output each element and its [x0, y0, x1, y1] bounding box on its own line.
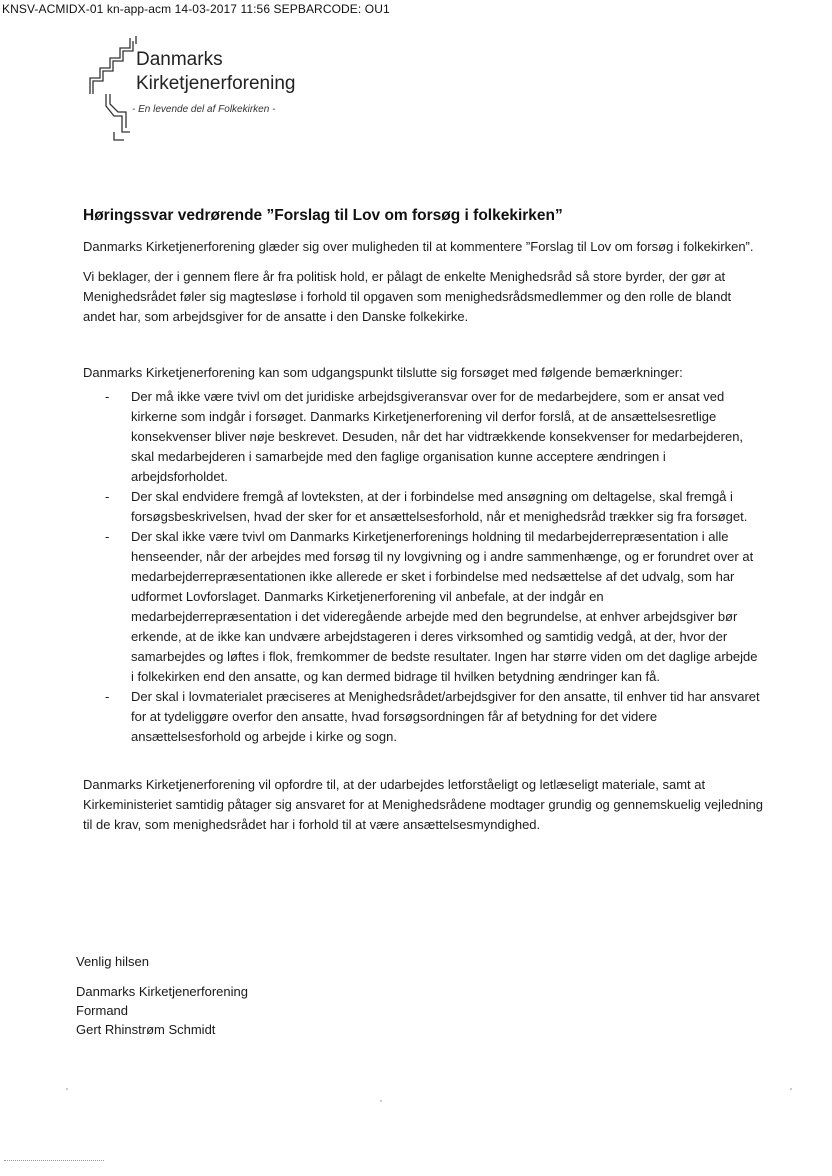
paragraph-remarks-intro: Danmarks Kirketjenerforening kan som udgangspunkt tilslutte sig forsøget med følgende bemærkninger:: [83, 365, 683, 380]
staircase-logo-icon: [84, 36, 144, 146]
remark-text: Der må ikke være tvivl om det juridiske arbejdsgiveransvar over for de medarbejdere, som er ansat ved kirkerne som indgår i forsøget. Danmarks Kirketjenerforening vil derfor forslå, at de ansættelsesretlige konsekvenser bliver nøje beskrevet. Desuden, når det har vidtrækkende konsekvenser for medarbejderen, skal medarbejderen i samarbejde med den faglige organisation kunne acceptere ændringen i arbejdsforholdet.: [131, 389, 744, 484]
paragraph-regret: Vi beklager, der i gennem flere år fra politisk hold, er pålagt de enkelte Menighedsråd så store byrder, der gør at Menighedsrådet føler sig magtesløse i forhold til opgaven som menighedsrådsmedlemmer og den rolle de blandt andet har, som arbejdsgiver for de ansatte i den Danske folkekirke.: [83, 269, 732, 324]
document-title: Høringssvar vedrørende ”Forslag til Lov om forsøg i folkekirken”: [83, 207, 563, 224]
signature-block: [76, 982, 248, 1039]
list-item: [105, 387, 763, 487]
signature-role: Formand: [76, 1003, 129, 1018]
remark-text: Der skal i lovmaterialet præciseres at Menighedsrådet/arbejdsgiver for den ansatte, til enhver tid har ansvaret for at tydeliggøre overfor den ansatte, hvad forsøgsordningen får af betydning for det videre ansættelsesforhold og arbejde i kirke og sogn.: [131, 689, 760, 744]
logo-wordmark: [136, 48, 295, 96]
scan-artifact-line: [4, 1160, 104, 1162]
document-body: [83, 206, 763, 845]
list-item: [105, 487, 763, 527]
bullet-dash: -: [105, 489, 110, 504]
paragraph-intro: Danmarks Kirketjenerforening glæder sig over muligheden til at kommentere ”Forslag til Lov om forsøg i folkekirken”.: [83, 239, 754, 254]
logo-tagline: - En levende del af Folkekirken -: [132, 104, 276, 115]
signature-organization: Danmarks Kirketjenerforening: [76, 984, 248, 999]
signature-name: Gert Rhinstrøm Schmidt: [76, 1022, 216, 1037]
logo-line-2: Kirketjenerforening: [136, 73, 296, 94]
scan-speck: [380, 1100, 382, 1102]
bullet-dash: -: [105, 529, 110, 544]
bullet-dash: -: [105, 689, 110, 704]
remarks-list: [83, 387, 763, 747]
fax-header-line: KNSV-ACMIDX-01 kn-app-acm 14-03-2017 11:56 SEPBARCODE: OU1: [2, 2, 390, 16]
scan-speck: [66, 1088, 68, 1090]
remark-text: Der skal endvidere fremgå af lovteksten, at der i forbindelse med ansøgning om deltagelse, skal fremgå i forsøgsbeskrivelsen, hvad der sker for et ansættelsesforhold, når et menighedsråd trækker sig fra forsøget.: [131, 489, 748, 524]
list-item: [105, 687, 763, 747]
remark-text: Der skal ikke være tvivl om Danmarks Kirketjenerforenings holdning til medarbejderrepræsentation i alle henseender, når der arbejdes med forsøg til ny lovgivning og i andre sammenhænge, og er forundret over at medarbejderrepræsentationen ikke allerede er sket i forbindelse med nedsættelse af det udvalg, som har udformet Lovforslaget. Danmarks Kirketjenerforening vil anbefale, at der indgår en medarbejderrepræsentation i det videregående arbejde med den begrundelse, at enhver arbejdsgiver bør erkende, at de ikke kan undvære arbejdstageren i deres virksomhed og samtidig vedgå, at der, hvor der samarbejdes og løftes i flok, fremkommer de bedste resultater. Ingen har større viden om det daglige arbejde i folkekirken end den ansatte, og kan dermed bidrage til hvilken betydning ændringer kan få.: [131, 529, 758, 684]
bullet-dash: -: [105, 389, 110, 404]
greeting: Venlig hilsen: [76, 954, 149, 969]
logo-line-1: Danmarks: [136, 49, 223, 70]
paragraph-closing: Danmarks Kirketjenerforening vil opfordre til, at der udarbejdes letforståeligt og letlæseligt materiale, samt at Kirkeministeriet samtidig påtager sig ansvaret for at Menighedsrådene modtager grundig og gennemskuelig vejledning til de krav, som menighedsrådet har i forhold til at være ansættelsesmyndighed.: [83, 777, 763, 832]
list-item: [105, 527, 763, 687]
organization-logo: [84, 36, 384, 156]
scan-speck: [790, 1088, 792, 1090]
